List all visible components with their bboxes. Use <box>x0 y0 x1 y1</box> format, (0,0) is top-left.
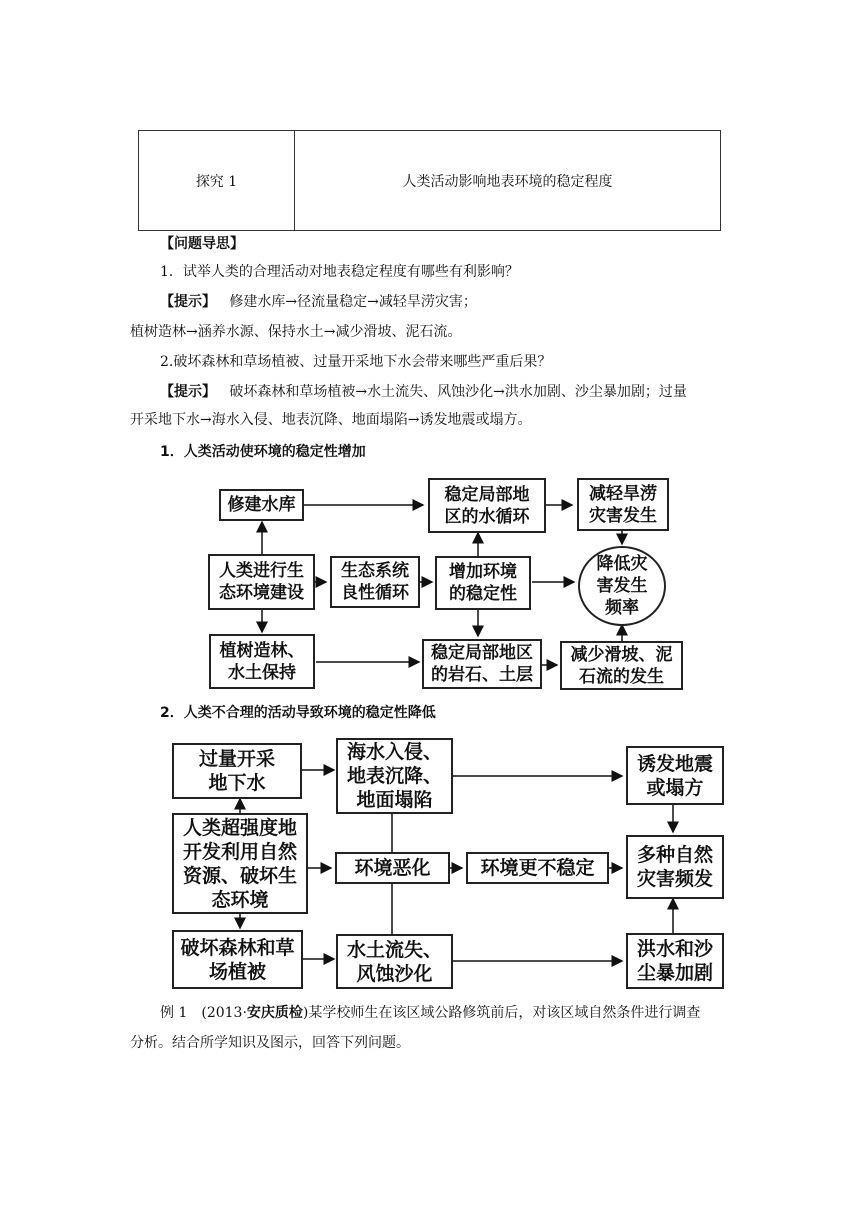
box-overuse-resources: 人类超强度地 开发利用自然 资源、破坏生 态环境 <box>172 813 308 914</box>
hint-2-line2: 开采地下水→海水入侵、地表沉降、地面塌陷→诱发地震或塌方。 <box>130 412 532 428</box>
hint-2-text: 破坏森林和草场植被→水土流失、风蚀沙化→洪水加剧、沙尘暴加剧；过量 <box>229 384 687 400</box>
box-seawater-intrusion: 海水入侵、 地表沉降、 地面塌陷 <box>336 738 453 814</box>
box-afforestation: 植树造林、 水土保持 <box>209 634 315 689</box>
box-reduce-landslide: 减少滑坡、泥 石流的发生 <box>560 641 683 690</box>
box-eco-construction: 人类进行生 态环境建设 <box>208 554 315 610</box>
box-soil-erosion: 水土流失、 风蚀沙化 <box>336 934 453 989</box>
heading-1: 1．人类活动使环境的稳定性增加 <box>160 444 366 460</box>
box-environment-deterioration: 环境恶化 <box>335 852 450 884</box>
header-cell-left: 探究 1 <box>139 131 295 230</box>
box-local-rock-soil: 稳定局部地区 的岩石、土层 <box>422 639 542 689</box>
circle-lower-disaster-frequency: 降低灾 害发生 频率 <box>578 546 666 626</box>
example-1-line1: 例 1 (2013·安庆质检)某学校师生在该区域公路修筑前后，对该区域自然条件进行调查 <box>160 1005 701 1021</box>
box-frequent-disasters: 多种自然 灾害频发 <box>626 835 724 899</box>
box-reduce-drought-flood: 减轻旱涝 灾害发生 <box>577 478 669 531</box>
hint-1-line2: 植树造林→涵养水源、保持水土→减少滑坡、泥石流。 <box>130 324 462 340</box>
header-cell-right: 人类活动影响地表环境的稳定程度 <box>402 173 613 190</box>
box-more-unstable: 环境更不稳定 <box>466 852 609 884</box>
hint-1-label: 【提示】 <box>160 294 216 310</box>
box-local-water-cycle: 稳定局部地 区的水循环 <box>428 478 546 533</box>
box-increase-stability: 增加环境 的稳定性 <box>435 556 531 610</box>
box-destroy-vegetation: 破坏森林和草 场植被 <box>172 930 303 989</box>
box-induce-earthquake: 诱发地震 或塌方 <box>626 746 724 805</box>
box-overpump-groundwater: 过量开采 地下水 <box>172 743 302 799</box>
heading-2: 2．人类不合理的活动导致环境的稳定性降低 <box>160 705 436 721</box>
box-reservoir: 修建水库 <box>219 489 304 521</box>
question-1: 1．试举人类的合理活动对地表稳定程度有哪些有利影响？ <box>160 264 519 280</box>
question-2: 2.破坏森林和草场植被、过量开采地下水会带来哪些严重后果？ <box>160 354 552 370</box>
box-flood-sandstorm: 洪水和沙 尘暴加剧 <box>626 933 724 989</box>
example-1-line2: 分析。结合所学知识及图示，回答下列问题。 <box>130 1035 410 1051</box>
hint-1-text: 修建水库→径流量稳定→减轻旱涝灾害； <box>229 294 477 310</box>
section-head: 【问题导思】 <box>160 236 244 252</box>
hint-2-label: 【提示】 <box>160 384 216 400</box>
box-eco-cycle: 生态系统 良性循环 <box>330 556 420 608</box>
